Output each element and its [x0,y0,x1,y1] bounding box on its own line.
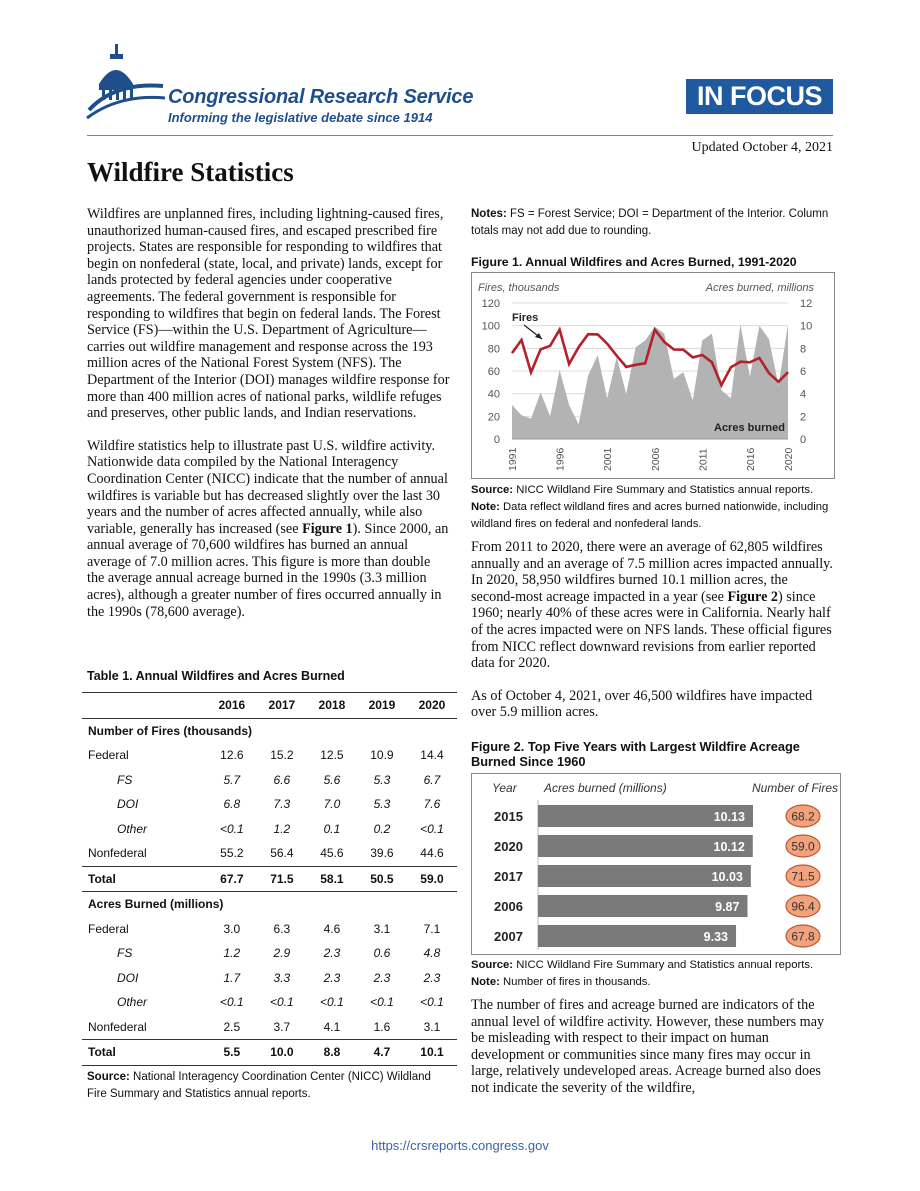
year-column-label: Year [492,781,517,795]
right-tick-label: 0 [800,434,807,446]
source-text: National Interagency Coordination Center (NICC) Wildland Fire Summary and Statistics annual reports. [87,1071,431,1100]
left-tick-label: 60 [487,366,500,378]
paragraph-recent-post: ) since 1960; nearly 40% of these acres were in California. Nearly half of the acres impacted were on NFS lands. These official figures from NICC reflect downward revisions from earlier reported data for 2020. [471,588,832,672]
fires-section-row [82,718,457,743]
bar-value-label: 9.87 [715,900,740,914]
year-label: 2017 [494,869,523,884]
table-row [82,966,457,991]
figure2-chart [471,773,841,955]
source-label: Source: [87,1071,130,1083]
table-cell: 10.0 [270,1045,294,1060]
table-cell: 12.5 [320,748,344,763]
page-title: Wildfire Statistics [87,157,294,187]
table-cell: <0.1 [320,995,344,1010]
left-tick-label: 0 [493,434,500,446]
paragraph-statistics-post: ). Since 2000, an annual average of 70,600 wildfires has burned an annual average of 7.0 million acres. This figure is more than double the average annual acreage burned in the 1990s (3.3 million acres), although a greater number of fires occurred annually in the 1990s (78,600 average). [87,520,449,620]
figure1-svg [472,273,834,478]
table-row [82,917,457,942]
table-row [82,817,457,842]
figure1-reference[interactable]: Figure 1 [302,520,353,537]
fires-count-label: 96.4 [791,899,815,914]
row-label: FS [117,772,133,787]
table-cell: 1.6 [373,1019,391,1034]
table-cell: 3.3 [273,970,291,985]
org-name: Congressional Research Service [168,86,474,108]
paragraph-current-year: As of October 4, 2021, over 46,500 wildfires have impacted over 5.9 million acres. [471,687,813,721]
acres-series-label: Acres burned [714,422,785,434]
x-tick-label: 1996 [554,447,567,471]
row-label: DOI [117,970,139,985]
left-tick-label: 80 [487,343,500,356]
footer-link[interactable]: https://crsreports.congress.gov [371,1138,549,1153]
table-cell: 2.3 [323,946,341,961]
table-cell: 5.7 [223,772,241,787]
figure2-reference[interactable]: Figure 2 [727,588,779,605]
table-cell: 5.3 [373,797,391,812]
right-tick-label: 8 [800,343,807,356]
header-divider [87,135,833,136]
table-cell: 0.2 [373,821,391,836]
wildfire-table [82,692,457,1066]
year-label: 2020 [494,839,523,854]
table-cell: 12.6 [220,748,244,763]
org-tagline: Informing the legislative debate since 1914 [168,110,433,125]
x-tick-label: 2016 [744,447,757,471]
left-tick-label: 100 [481,320,500,333]
table-cell: 3.1 [373,921,391,936]
note-label: Note: [471,501,500,513]
bar-value-label: 10.12 [713,840,745,854]
table-cell: 1.7 [223,970,241,985]
table-cell: 0.1 [323,821,341,836]
table-cell: 4.1 [323,1019,341,1034]
table-row [82,841,457,866]
bar-value-label: 10.13 [713,810,745,824]
table-cell: 45.6 [320,846,344,861]
paragraph-recent-decade [471,539,835,672]
table-cell: 44.6 [420,846,444,861]
figure1-note [471,499,837,533]
year-label: 2007 [494,929,523,944]
table-cell: 39.6 [370,846,394,861]
row-label: DOI [117,797,139,812]
table-cell: 71.5 [270,871,294,886]
figure2-title: Figure 2. Top Five Years with Largest Wildfire Acreage Burned Since 1960 [471,739,800,769]
table-cell: 58.1 [320,871,344,886]
x-tick-label: 1991 [507,447,519,471]
figure2-notes [471,957,837,991]
table-cell: 59.0 [420,871,444,886]
right-tick-label: 10 [800,320,813,333]
left-tick-label: 120 [481,298,500,310]
row-label: Total [88,871,116,886]
table1-notes [471,206,835,240]
paragraph-statistics [87,438,451,621]
fires-count-label: 68.2 [791,809,815,824]
table-cell: 4.8 [423,946,441,961]
source-label: Source: [471,484,514,496]
paragraph-indicators: The number of fires and acreage burned are indicators of the annual level of wildfire activity. However, these numbers may be misleading with respect to their impact on human development or communities since many fires may occur in large, relatively undeveloped areas. Acreage burned also does not indicate the severity of the wildfire, [471,997,825,1096]
figure2-source [471,957,837,974]
table-cell: 56.4 [270,846,294,861]
table-cell: <0.1 [270,995,294,1010]
row-label: Other [117,995,148,1010]
note-label: Note: [471,976,500,988]
table-cell: 8.8 [323,1045,341,1060]
table-cell: 1.2 [223,946,241,961]
fires-column-label: Number of Fires [751,781,838,795]
section-header: Acres Burned (millions) [88,897,224,912]
table-row [82,792,457,817]
table-cell: 0.6 [373,946,391,961]
table-row [82,866,457,892]
note-text: Data reflect wildland fires and acres burned nationwide, including wildland fires on federal and nonfederal lands. [471,501,829,530]
table-cell: 7.1 [423,921,441,936]
table-cell: 4.7 [373,1045,391,1060]
table-cell: 5.3 [373,772,391,787]
row-label: Nonfederal [88,846,147,861]
table-cell: 5.5 [223,1045,241,1060]
table-cell: 6.8 [223,797,241,812]
right-tick-label: 6 [800,366,807,378]
row-label: Total [88,1045,116,1060]
left-tick-label: 40 [487,388,500,401]
table-cell: 2.3 [323,970,341,985]
table-cell: 7.6 [423,797,441,812]
table-row [82,990,457,1015]
section-header: Number of Fires (thousands) [88,723,253,738]
row-label: Other [117,821,148,836]
source-text: NICC Wildland Fire Summary and Statistics annual reports. [513,484,814,496]
table-cell: 1.2 [273,821,291,836]
fires-count-label: 59.0 [791,839,815,854]
table-cell: 2.5 [223,1019,241,1034]
table-cell: 10.9 [370,748,394,763]
fires-series-label: Fires [512,312,539,324]
table-row [82,743,457,768]
right-tick-label: 4 [800,388,807,401]
note-text: Number of fires in thousands. [499,976,651,988]
right-tick-label: 12 [800,298,813,310]
right-axis-title: Acres burned, millions [705,282,814,294]
year-header: 2020 [418,698,446,713]
table-cell: 14.4 [420,748,444,763]
table-row [82,1040,457,1066]
capitol-dome-icon [85,42,167,122]
table-cell: <0.1 [420,821,444,836]
table-row [82,941,457,966]
table-cell: 10.1 [420,1045,444,1060]
notes-label: Notes: [471,208,507,220]
table-cell: 2.3 [423,970,441,985]
table-cell: 2.9 [273,946,291,961]
year-label: 2015 [494,809,523,824]
year-header: 2017 [268,698,296,713]
paragraph-statistics-pre: Wildfire statistics help to illustrate past U.S. wildfire activity. Nationwide data compiled by the National Interagency Coordination Center (NICC) indicate that the number of annual wildfires is variable but has decreased slightly over the last 30 years and the number of acres affected annually, while also variable, generally has increased (see [87,437,448,537]
table-cell: 5.6 [323,772,341,787]
bar-value-label: 9.33 [703,930,729,944]
table-header-row [82,693,457,719]
figure2-note [471,974,837,991]
table-cell: 7.3 [273,797,291,812]
year-header: 2019 [368,698,396,713]
table1-title: Table 1. Annual Wildfires and Acres Burned [87,669,345,683]
source-text: NICC Wildland Fire Summary and Statistics annual reports. [513,959,814,971]
row-label: Nonfederal [88,1019,147,1034]
table-cell: 55.2 [220,846,244,861]
table-cell: 7.0 [323,797,341,812]
source-label: Source: [471,959,514,971]
figure1-source [471,482,837,499]
table-row [82,768,457,793]
table-row [82,1015,457,1040]
year-label: 2006 [494,899,523,914]
table-cell: 15.2 [270,748,294,763]
x-tick-label: 2001 [602,447,615,471]
left-column-text [87,206,451,620]
year-header: 2018 [318,698,346,713]
table-cell: <0.1 [370,995,394,1010]
notes-text: FS = Forest Service; DOI = Department of the Interior. Column totals may not add due to rounding. [471,208,829,237]
paragraph-recent-pre: From 2011 to 2020, there were an average of 62,805 wildfires annually and an average of 7.5 million acres impacted annually. In 2020, 58,950 wildfires burned 10.1 million acres, the second-most acreage impacted in a year (see [471,539,833,605]
x-tick-label: 2006 [649,447,662,471]
acres-section-row [82,892,457,917]
table-cell: 2.3 [373,970,391,985]
table-cell: 6.6 [273,772,291,787]
figure1-notes [471,482,837,533]
bar-value-label: 10.03 [711,870,743,884]
row-label: FS [117,946,133,961]
updated-date: Updated October 4, 2021 [691,140,833,155]
table-cell: 67.7 [220,871,244,886]
x-tick-label: 2020 [783,447,795,471]
table1-source [87,1069,451,1103]
fires-count-label: 71.5 [791,869,815,884]
table-cell: 6.7 [423,772,441,787]
crs-logo [85,42,167,122]
table-cell: 4.6 [323,921,341,936]
table-cell: 3.0 [223,921,241,936]
fires-count-label: 67.8 [791,929,815,944]
right-tick-label: 2 [800,411,807,424]
left-axis-title: Fires, thousands [478,282,560,294]
left-tick-label: 20 [487,411,500,424]
table-cell: 3.1 [423,1019,441,1034]
figure1-title: Figure 1. Annual Wildfires and Acres Burned, 1991-2020 [471,255,797,269]
year-header: 2016 [218,698,246,713]
right-column-text [471,539,835,721]
in-focus-badge: IN FOCUS [686,79,833,114]
table-cell: <0.1 [219,821,244,836]
row-label: Federal [88,921,129,936]
paragraph-intro: Wildfires are unplanned fires, including lightning-caused fires, unauthorized human-caused fires, and escaped prescribed fire projects. States are responsible for responding to wildfires that begin on nonfederal (state, local, and private) lands, except for lands protected by federal agencies under cooperative agreements. The federal government is responsible for responding to wildfires that begin on federal lands. The Forest Service (FS)—within the U.S. Department of Agriculture—carries out wildfire management and response across the 193 million acres of the National Forest System (NFS). The Department of the Interior (DOI) manages wildfire response for more than 400 million acres of national parks, wildlife refuges and preserves, other public lands, and Indian reservations. [87,206,450,422]
table-cell: 50.5 [370,871,394,886]
right-column-text-2 [471,997,835,1097]
table-cell: 3.7 [273,1019,291,1034]
table-cell: <0.1 [420,995,444,1010]
acres-column-label: Acres burned (millions) [544,781,667,795]
row-label: Federal [88,748,129,763]
table-cell: <0.1 [219,995,244,1010]
figure2-svg [472,774,840,954]
x-tick-label: 2011 [697,448,710,471]
figure1-chart [471,272,835,479]
table-cell: 6.3 [273,921,291,936]
